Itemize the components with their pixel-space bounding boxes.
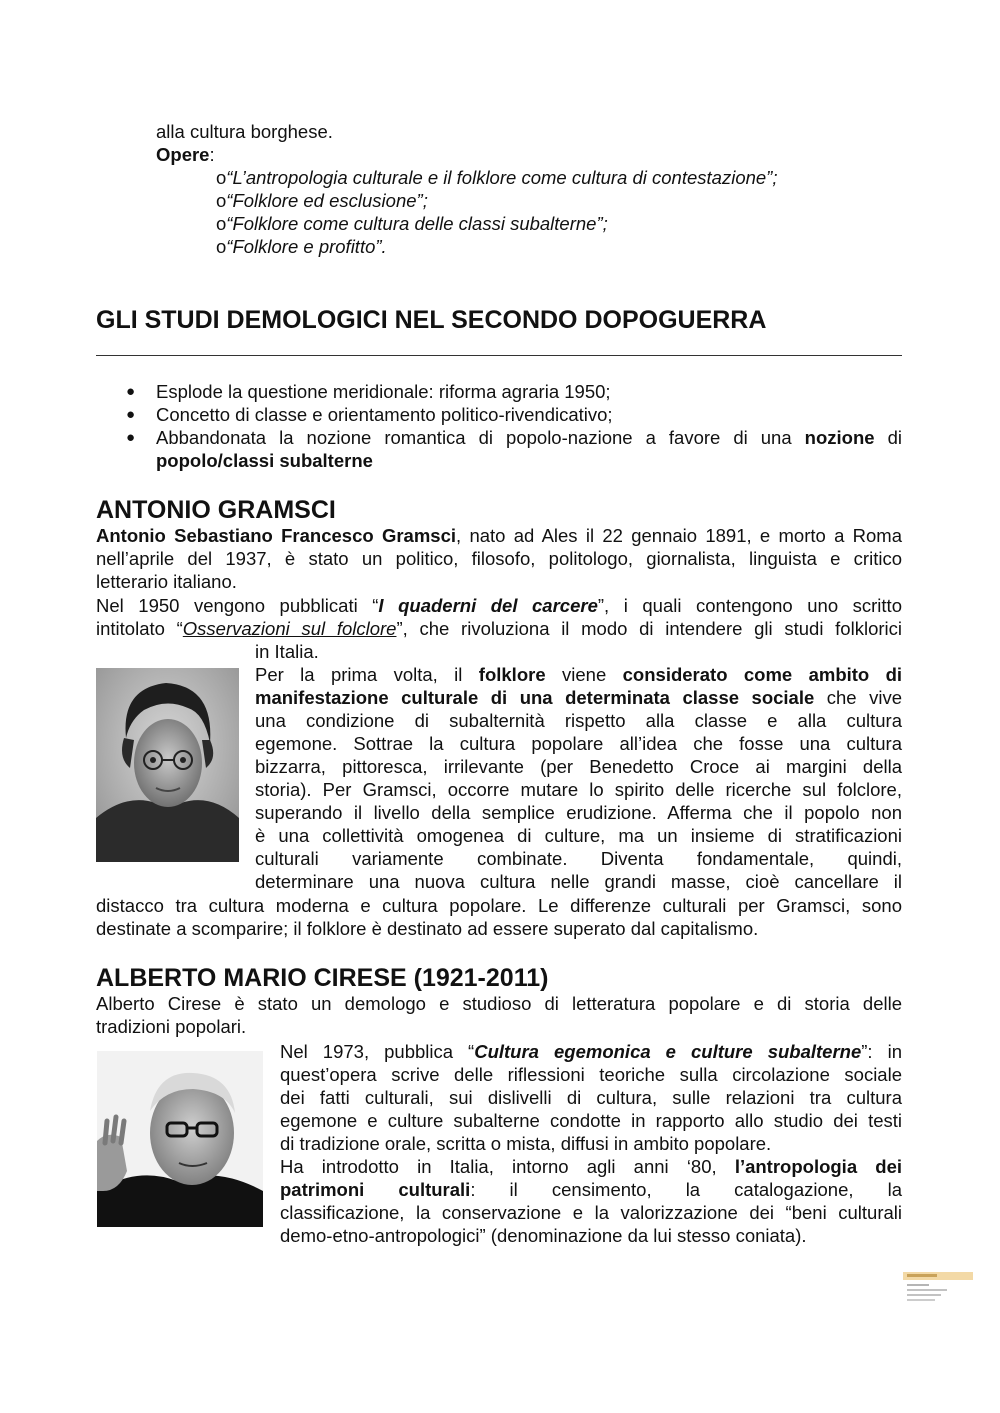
- cirese-text: di tradizione orale, scritta o mista, diffusi in ambito popolare.: [280, 1133, 772, 1154]
- gramsci-text: Per la prima volta, il folklore viene considerato come ambito di: [255, 664, 903, 685]
- gramsci-portrait-image: [96, 668, 239, 862]
- gramsci-text: è una collettività omogenea di culture, ma un insieme di stratificazioni: [255, 825, 902, 846]
- gramsci-text: nell’aprile del 1937, è stato un politico, filosofo, politologo, giornalista, linguista e critico: [96, 548, 902, 569]
- work-marker: o: [216, 236, 227, 257]
- gramsci-text: determinare una nuova cultura nelle grandi masse, cioè cancellare il: [255, 871, 902, 892]
- cirese-text: egemone e culture subalterne condotte in rapporto allo studio dei testi: [280, 1110, 902, 1131]
- work-item: [216, 189, 428, 212]
- gramsci-text: bizzarra, pittoresca, irrilevante (per Benedetto Croce ai margini della: [255, 756, 902, 777]
- cirese-text: tradizioni popolari.: [96, 1016, 247, 1037]
- gramsci-text: letterario italiano.: [96, 571, 237, 592]
- cirese-title: ALBERTO MARIO CIRESE (1921-2011): [96, 964, 549, 992]
- work-title: “Folklore ed esclusione”;: [226, 190, 428, 211]
- section-title: GLI STUDI DEMOLOGICI NEL SECONDO DOPOGUERRA: [96, 306, 767, 334]
- section-divider: [96, 355, 902, 356]
- bullet-item-continuation: popolo/classi subalterne: [156, 450, 373, 471]
- work-marker: o: [216, 167, 227, 188]
- cirese-text: Alberto Cirese è stato un demologo e studioso di letteratura popolare e di storia delle: [96, 993, 902, 1014]
- bullet-dot-icon: ●: [126, 406, 136, 423]
- gramsci-text: Antonio Sebastiano Francesco Gramsci, nato ad Ales il 22 gennaio 1891, e morto a Roma: [96, 525, 902, 546]
- works-heading: Opere:: [156, 144, 215, 165]
- work-item: [216, 166, 778, 189]
- gramsci-text: storia). Per Gramsci, occorre mutare lo spirito delle ricerche sul folclore,: [255, 779, 902, 800]
- gramsci-text: una condizione di subalternità rispetto alla classe e alla cultura: [255, 710, 902, 731]
- cirese-text: Nel 1973, pubblica “Cultura egemonica e culture subalterne”: in: [280, 1041, 902, 1062]
- gramsci-text: egemone. Sottrae la cultura popolare all’idea che fosse una cultura: [255, 733, 902, 754]
- works-label: Opere: [156, 144, 210, 165]
- gramsci-text: in Italia.: [255, 641, 319, 662]
- cirese-text: patrimoni culturali: il censimento, la catalogazione, la: [280, 1179, 902, 1200]
- bullet-item: Esplode la questione meridionale: riforma agraria 1950;: [156, 381, 611, 402]
- cirese-portrait: [97, 1051, 263, 1227]
- gramsci-text: destinate a scomparire; il folklore è destinato ad essere superato dal capitalismo.: [96, 918, 759, 939]
- gramsci-text: distacco tra cultura moderna e cultura popolare. Le differenze culturali per Gramsci, sono: [96, 895, 902, 916]
- intro-line: alla cultura borghese.: [156, 121, 333, 142]
- work-item: [216, 212, 608, 235]
- cirese-text: demo-etno-antropologici” (denominazione da lui stesso coniata).: [280, 1225, 807, 1246]
- cirese-portrait-image: [97, 1051, 263, 1227]
- work-marker: o: [216, 213, 227, 234]
- bullet-item: Abbandonata la nozione romantica di popolo-nazione a favore di una nozione di: [156, 427, 902, 448]
- bullet-dot-icon: ●: [126, 383, 136, 400]
- gramsci-text: manifestazione culturale di una determinata classe sociale che vive: [255, 687, 902, 708]
- gramsci-portrait: [96, 668, 239, 862]
- work-title: “L’antropologia culturale e il folklore come cultura di contestazione”;: [226, 167, 778, 188]
- work-marker: o: [216, 190, 227, 211]
- cirese-text: dei fatti culturali, sui dislivelli di cultura, sulle relazioni tra cultura: [280, 1087, 902, 1108]
- gramsci-text: intitolato “Osservazioni sul folclore”, che rivoluziona il modo di intendere gli studi folklorici: [96, 618, 902, 639]
- cirese-text: quest’opera scrive delle riflessioni teoriche sulla circolazione sociale: [280, 1064, 902, 1085]
- bullet-dot-icon: ●: [126, 429, 136, 446]
- gramsci-text: Nel 1950 vengono pubblicati “I quaderni del carcere”, i quali contengono uno scritto: [96, 595, 902, 616]
- gramsci-text: superando il livello della semplice erudizione. Afferma che il popolo non: [255, 802, 902, 823]
- work-item: [216, 235, 387, 258]
- bullet-item: Concetto di classe e orientamento politico-rivendicativo;: [156, 404, 613, 425]
- footer-logo: [903, 1272, 973, 1308]
- gramsci-title: ANTONIO GRAMSCI: [96, 496, 336, 524]
- work-title: “Folklore come cultura delle classi subalterne”;: [226, 213, 608, 234]
- work-title: “Folklore e profitto”.: [226, 236, 387, 257]
- gramsci-text: culturali variamente combinate. Diventa fondamentale, quindi,: [255, 848, 902, 869]
- cirese-text: Ha introdotto in Italia, intorno agli anni ‘80, l’antropologia dei: [280, 1156, 902, 1177]
- cirese-text: classificazione, la conservazione e la valorizzazione dei “beni culturali: [280, 1202, 902, 1223]
